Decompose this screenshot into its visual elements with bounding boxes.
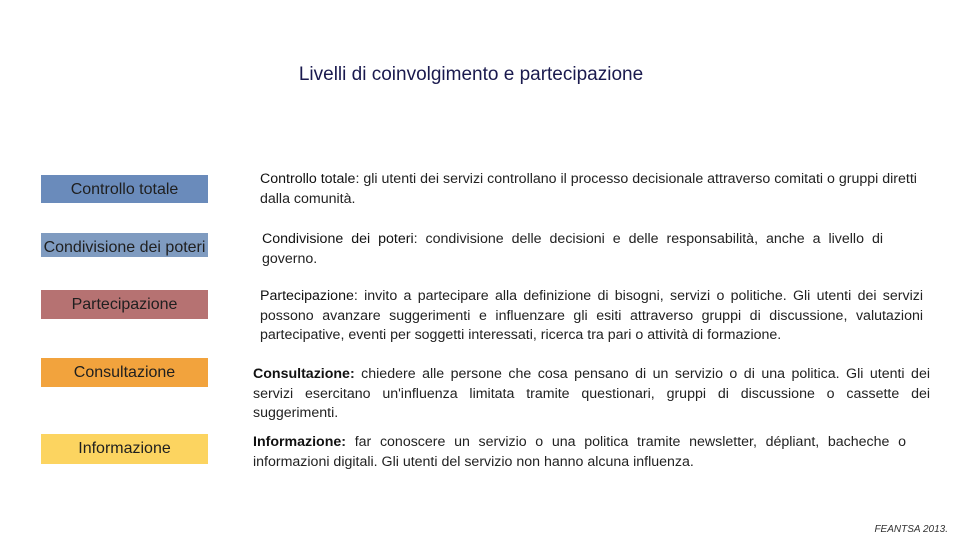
description-informazione — [253, 433, 906, 472]
level-label: Consultazione — [73, 364, 176, 381]
level-controllo-totale — [41, 175, 208, 203]
description-consultazione — [253, 365, 930, 424]
description-term: Consultazione — [253, 366, 350, 382]
description-text: condivisione delle decisioni e delle responsabilità, anche a livello di governo. — [262, 231, 883, 267]
level-condivisione-poteri — [41, 233, 208, 275]
page-title: Livelli di coinvolgimento e partecipazione — [298, 64, 644, 85]
source-footer: FEANTSA 2013. — [874, 524, 948, 535]
description-text: gli utenti dei servizi controllano il processo decisionale attraverso comitati o gruppi diretti dalla comunità. — [260, 171, 917, 207]
description-term: Condivisione dei poteri — [262, 231, 414, 247]
level-partecipazione — [41, 290, 208, 319]
level-informazione — [41, 434, 208, 464]
description-term: Partecipazione — [260, 288, 354, 304]
level-label: Informazione — [78, 440, 171, 457]
level-label: Partecipazione — [71, 296, 178, 313]
description-text: invito a partecipare alla definizione di bisogni, servizi o politiche. Gli utenti dei servizi possono avanzare suggerimenti e influenzare gli esiti attraverso gruppi di discussione, valutazioni partecipative, eventi per soggetti interessati, ricerca tra pari o attività di formazione. — [260, 288, 923, 343]
description-separator: : — [353, 288, 358, 304]
description-condivisione-poteri — [262, 230, 883, 269]
level-label: Condivisione dei poteri — [43, 239, 206, 256]
level-label: Controllo totale — [70, 181, 179, 198]
description-term: Informazione — [253, 434, 342, 450]
description-separator: : — [413, 231, 418, 247]
level-consultazione — [41, 358, 208, 387]
description-separator: : — [349, 366, 355, 382]
description-separator: : — [355, 171, 360, 187]
description-separator: : — [341, 434, 347, 450]
description-partecipazione — [260, 287, 923, 346]
description-text: far conoscere un servizio o una politica tramite newsletter, dépliant, bacheche o informazioni digitali. Gli utenti del servizio non hanno alcuna influenza. — [253, 434, 906, 470]
description-text: chiedere alle persone che cosa pensano di un servizio o di una politica. Gli utenti dei servizi esercitano un'influenza limitata tramite questionari, gruppi di discussione o cassette dei suggerimenti. — [253, 366, 930, 421]
description-controllo-totale — [260, 170, 920, 209]
description-term: Controllo totale — [260, 171, 356, 187]
